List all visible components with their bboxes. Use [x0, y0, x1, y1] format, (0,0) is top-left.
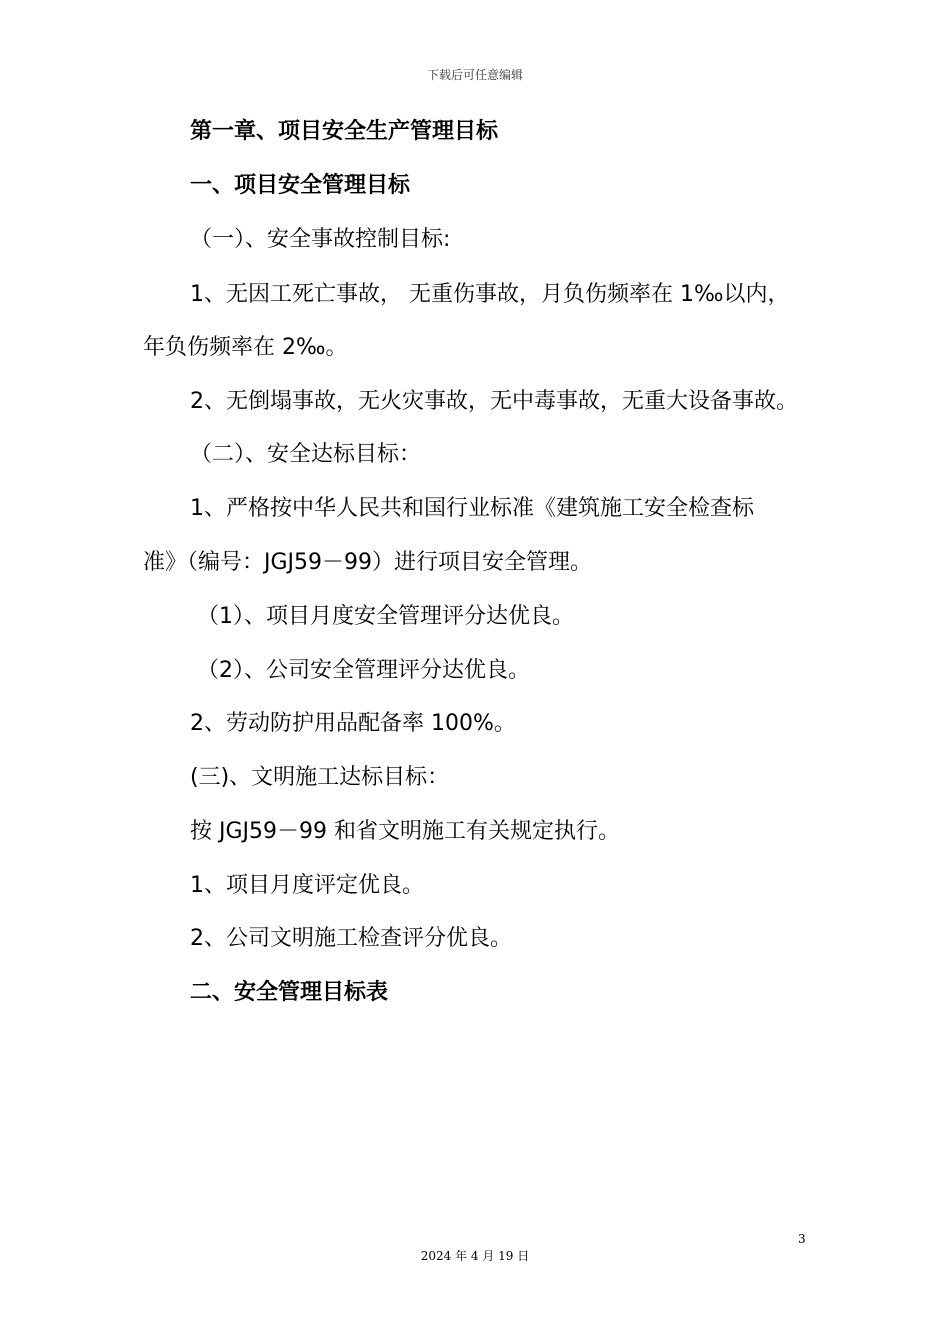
subsection-heading-3: (三)、文明施工达标目标： — [190, 765, 450, 790]
paragraph-line: 按 JGJ59－99 和省文明施工有关规定执行。 — [190, 819, 621, 844]
chapter-title: 第一章、项目安全生产管理目标 — [190, 119, 499, 144]
subsection-heading-1: （一）、安全事故控制目标: — [190, 227, 451, 252]
list-item: （1）、项目月度安全管理评分达优良。 — [197, 604, 574, 629]
page-header: 下载后可任意编辑 — [426, 68, 523, 82]
paragraph-line: 准》（编号：JGJ59－99）进行项目安全管理。 — [143, 550, 593, 575]
section-heading-2: 二、安全管理目标表 — [190, 980, 389, 1005]
paragraph-line: 1、严格按中华人民共和国行业标准《建筑施工安全检查标 — [190, 496, 754, 521]
page-number: 3 — [798, 1232, 806, 1246]
list-item: 2、公司文明施工检查评分优良。 — [190, 926, 512, 951]
paragraph-line: 2、无倒塌事故，无火灾事故，无中毒事故，无重大设备事故。 — [190, 389, 798, 414]
list-item: 1、项目月度评定优良。 — [190, 873, 424, 898]
paragraph-line: 1、无因工死亡事故， 无重伤事故，月负伤频率在 1‰以内， — [190, 282, 790, 307]
paragraph-line: 年负伤频率在 2‰。 — [143, 335, 348, 360]
list-item: （2）、公司安全管理评分达优良。 — [197, 658, 530, 683]
subsection-heading-2: （二）、安全达标目标： — [190, 442, 422, 467]
section-heading-1: 一、项目安全管理目标 — [190, 173, 411, 198]
paragraph-line: 2、劳动防护用品配备率 100%。 — [190, 711, 516, 736]
footer-date: 2024 年 4 月 19 日 — [420, 1249, 530, 1263]
